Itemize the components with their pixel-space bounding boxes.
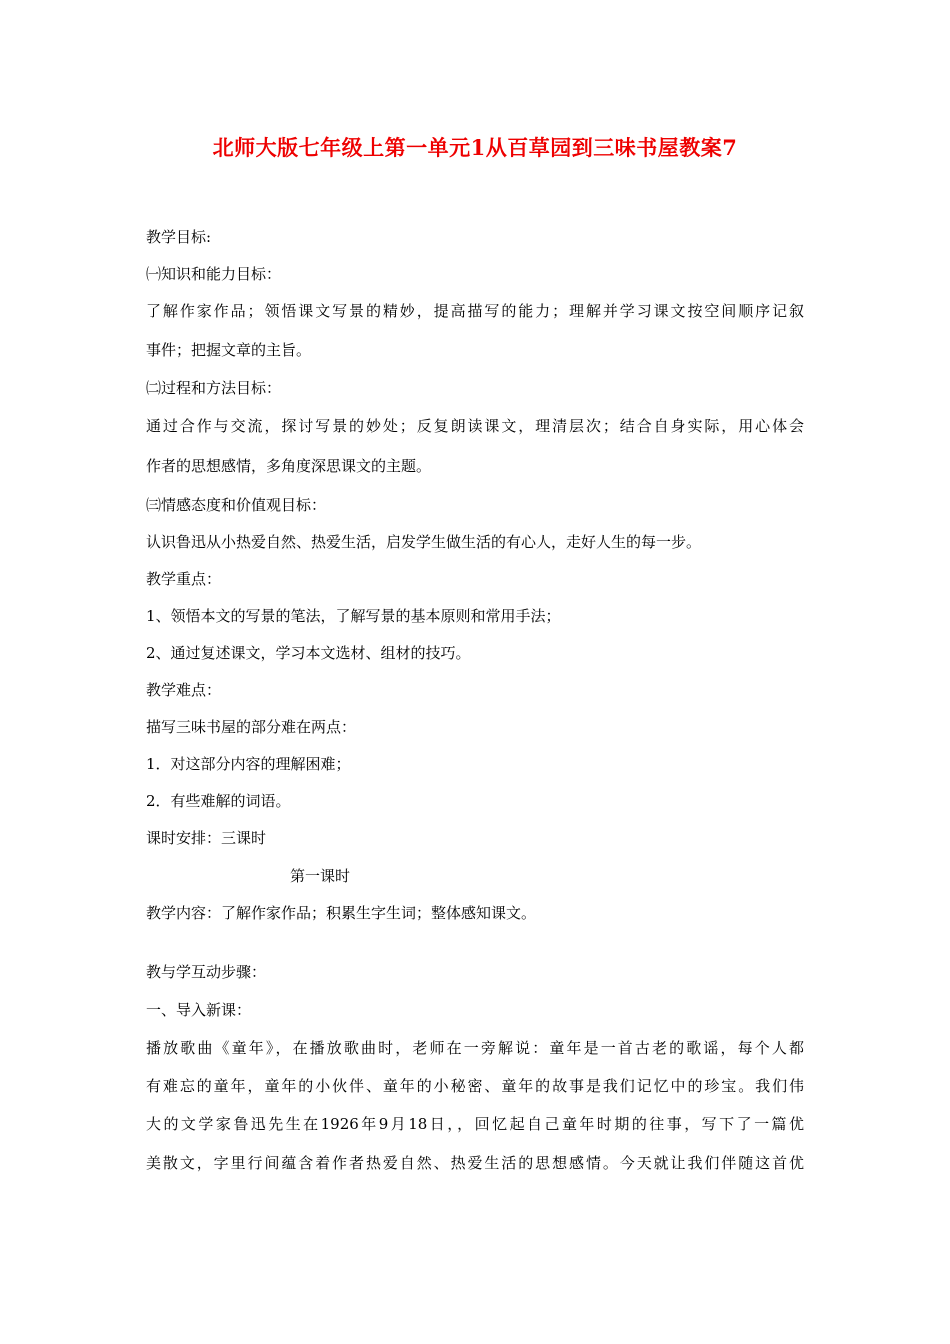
text-line: 教学目标: <box>146 228 212 246</box>
text-line: 事件；把握文章的主旨。 <box>146 341 312 359</box>
text-line: 一、导入新课： <box>146 1001 252 1019</box>
text-line: 1、领悟本文的写景的笔法，了解写景的基本原则和常用手法； <box>146 607 561 625</box>
text-line: ㈢情感态度和价值观目标： <box>146 496 327 514</box>
text-line: 作者的思想感情，多角度深思课文的主题。 <box>146 457 432 475</box>
text-line: 描写三味书屋的部分难在两点： <box>146 718 357 736</box>
text-line: 教学难点： <box>146 681 222 699</box>
text-line: 2、通过复述课文，学习本文选材、组材的技巧。 <box>146 644 471 662</box>
text-line: 教与学互动步骤： <box>146 963 267 981</box>
text-line: 美散文，字里行间蕴含着作者热爱自然、热爱生活的思想感情。今天就让我们伴随这首优 <box>146 1154 804 1172</box>
text-line: 有难忘的童年，童年的小伙伴、童年的小秘密、童年的故事是我们记忆中的珍宝。我们伟 <box>146 1077 804 1095</box>
document-title: 北师大版七年级上第一单元1从百草园到三味书屋教案7 <box>212 135 738 160</box>
text-line: 了解作家作品；领悟课文写景的精妙，提高描写的能力；理解并学习课文按空间顺序记叙 <box>146 302 804 320</box>
text-line: 2．有些难解的词语。 <box>146 792 291 810</box>
text-line: 大的文学家鲁迅先生在1926年9月18日，，回忆起自己童年时期的往事，写下了一篇优 <box>146 1115 804 1133</box>
text-line: 播放歌曲《童年》，在播放歌曲时，老师在一旁解说：童年是一首古老的歌谣，每个人都 <box>146 1039 804 1057</box>
text-line: ㈡过程和方法目标： <box>146 379 282 397</box>
section-heading: 第一课时 <box>290 867 351 885</box>
text-line: 通过合作与交流，探讨写景的妙处；反复朗读课文，理清层次；结合自身实际，用心体会 <box>146 417 804 435</box>
text-line: 教学内容：了解作家作品；积累生字生词；整体感知课文。 <box>146 904 537 922</box>
text-line: 1．对这部分内容的理解困难； <box>146 755 351 773</box>
text-line: 课时安排：三课时 <box>146 829 267 847</box>
text-line: ㈠知识和能力目标： <box>146 265 282 283</box>
text-line: 教学重点： <box>146 570 222 588</box>
text-line: 认识鲁迅从小热爱自然、热爱生活，启发学生做生活的有心人，走好人生的每一步。 <box>146 533 702 551</box>
